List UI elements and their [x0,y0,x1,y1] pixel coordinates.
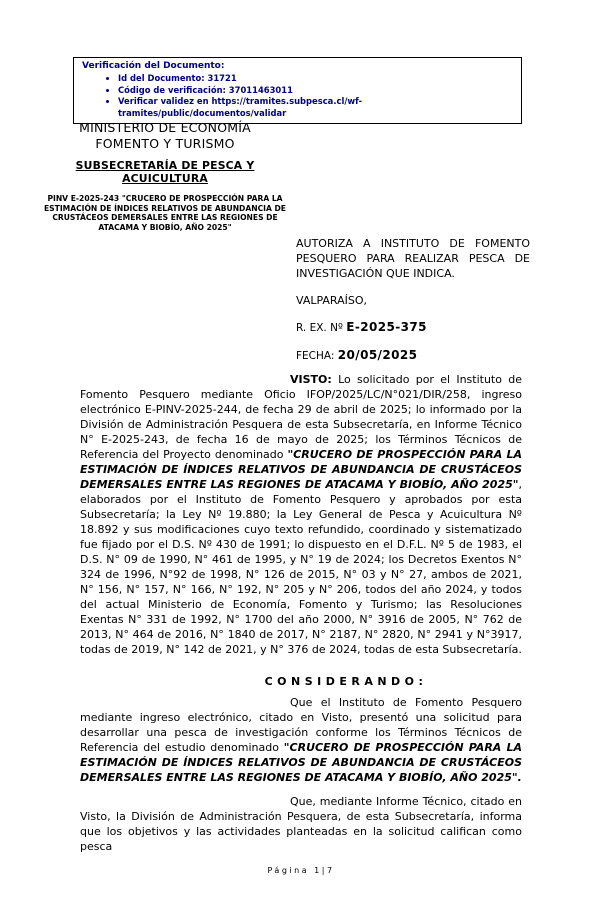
resolution-date-label: FECHA: [296,350,338,362]
city-line: VALPARAÍSO, [296,294,368,307]
visto-text-1: Lo solicitado por el Instituto de Fomento Pesquero mediante Oficio IFOP/2025/LC/N°021/DIR/258, ingreso electrónico E-PINV-2025-244, de fecha 29 de abril de 2025; lo informado por la División de Administración Pesquera de esta Subsecretaría, en Informe Técnico N° E-2025-243, de fecha 16 de mayo de 2025; los Términos Técnicos de Referencia del Proyecto denominado [80,373,522,461]
considerando-1-text: Que el Instituto de Fomento Pesquero mediante ingreso electrónico, citado en Visto, presentó una solicitud para desarrollar una pesca de investigación conforme los Términos Técnicos de Referencia del estudio denominado [80,696,522,754]
project-reference: PINV E-2025-243 "CRUCERO DE PROSPECCIÓN PARA LA ESTIMACIÓN DE ÍNDICES RELATIVOS DE ABUNDANCIA DE CRUSTÁCEOS DEMERSALES ENTRE LAS REGIONES DE ATACAMA Y BIOBÍO, AÑO 2025" [43,194,286,232]
page-number: Página 1|7 [267,866,335,875]
verification-item-url: • Verificar validez en https://tramites.subpesca.cl/wf-tramites/public/documentos/validar [118,96,515,119]
visto-text-2: , elaborados por el Instituto de Fomento Pesquero y aprobados por esta Subsecretaría; la Ley Nº 19.880; la Ley General de Pesca y Acuicultura Nº 18.892 y sus modificaciones cuyo texto refundido, coordinado y sistematizado fue fijado por el D.S. Nº 430 de 1991; lo dispuesto en el D.F.L. Nº 5 de 1983, el D.S. N° 09 de 1990, N° 461 de 1995, y N° 19 de 2024; los Decretos Exentos N° 324 de 1996, N°92 de 1998, N° 126 de 2015, N° 03 y N° 27, ambos de 2021, N° 156, N° 157, N° 166, N° 192, N° 205 y N° 206, todos del año 2024, y todos del actual Ministerio de Economía, Fomento y Turismo; las Resoluciones Exentas N° 331 de 1992, N° 1700 del año 2000, N° 3916 de 2005, N° 762 de 2013, N° 464 de 2016, N° 1840 de 2017, N° 2187, N° 2820, N° 2941 y N°3917, todas de 2019, N° 142 de 2021, y N° 376 de 2024, todas de esta Subsecretaría. [80,478,522,656]
verification-item-document-id: • Id del Documento: 31721 [118,73,515,85]
resolution-number-line [296,320,427,334]
project-title-visto: "CRUCERO DE PROSPECCIÓN PARA LA ESTIMACIÓN DE ÍNDICES RELATIVOS DE ABUNDANCIA DE CRUSTÁCEOS DEMERSALES ENTRE LAS REGIONES DE ATACAMA Y BIOBÍO, AÑO 2025" [80,448,523,491]
visto-paragraph [80,372,522,657]
resolution-number: E-2025-375 [346,320,427,334]
resolution-subject: AUTORIZA A INSTITUTO DE FOMENTO PESQUERO PARA REALIZAR PESCA DE INVESTIGACIÓN QUE INDICA. [296,237,530,280]
document-body [80,372,522,863]
project-title-considerando: "CRUCERO DE PROSPECCIÓN PARA LA ESTIMACIÓN DE ÍNDICES RELATIVOS DE ABUNDANCIA DE CRUSTÁCEOS DEMERSALES ENTRE LAS REGIONES DE ATACAMA Y BIOBÍO, AÑO 2025". [80,741,522,784]
subsecretaria-title: SUBSECRETARÍA DE PESCA Y ACUICULTURA [75,159,255,185]
ministry-line1: MINISTERIO DE ECONOMÍA [79,120,251,135]
considerando-heading: CONSIDERANDO: [264,675,428,688]
resolution-date: 20/05/2025 [337,348,418,362]
considerando-paragraph-1 [80,695,522,785]
considerando-paragraph-2: Que, mediante Informe Técnico, citado en Visto, la División de Administración Pesquera, de esta Subsecretaría, informa que los objetivos y las actividades planteadas en la solicitud califican como pesca [80,795,522,853]
resolution-date-line [296,348,417,362]
ministry-name [25,120,305,152]
letterhead [25,120,305,232]
verification-item-code: • Código de verificación: 37011463011 [118,85,515,97]
ministry-line2: FOMENTO Y TURISMO [95,136,235,151]
visto-label: VISTO: [290,373,332,386]
verification-title: Verificación del Documento: [82,61,225,71]
resolution-number-label: R. EX. Nº [296,322,347,334]
verification-box [73,57,522,124]
verification-list [82,73,515,119]
